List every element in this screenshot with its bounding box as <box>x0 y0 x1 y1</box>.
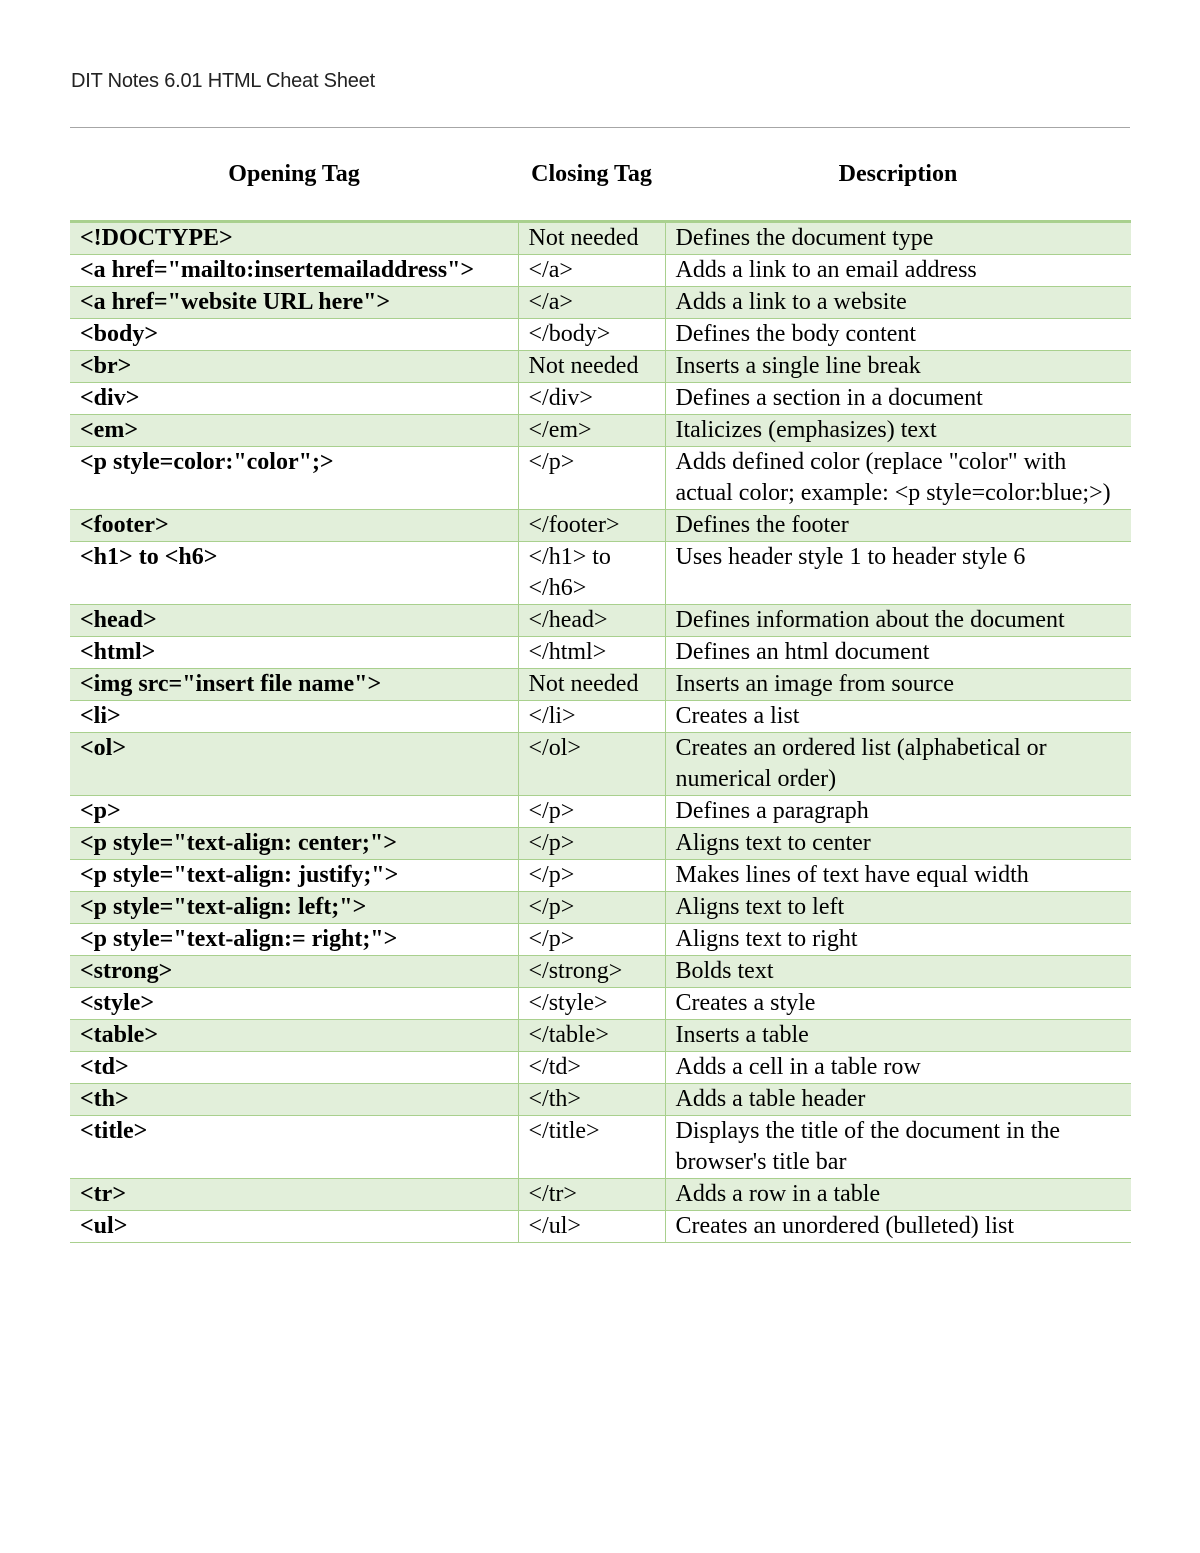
opening-tag-cell: <a href="mailto:insertemailaddress"> <box>70 255 518 287</box>
table-row <box>70 1211 1131 1243</box>
opening-tag-cell: <p style="text-align: left;"> <box>70 892 518 924</box>
closing-tag-cell: </td> <box>518 1052 665 1084</box>
description-cell: Adds a row in a table <box>665 1179 1131 1211</box>
table-row <box>70 860 1131 892</box>
opening-tag-cell: <tr> <box>70 1179 518 1211</box>
opening-tag-cell: <em> <box>70 415 518 447</box>
closing-tag-cell: </h1> to </h6> <box>518 542 665 605</box>
table-row <box>70 1179 1131 1211</box>
description-cell: Inserts a table <box>665 1020 1131 1052</box>
description-cell: Defines a paragraph <box>665 796 1131 828</box>
opening-tag-cell: <p> <box>70 796 518 828</box>
description-cell: Uses header style 1 to header style 6 <box>665 542 1131 605</box>
table-row <box>70 383 1131 415</box>
table-row <box>70 828 1131 860</box>
closing-tag-cell: </a> <box>518 287 665 319</box>
closing-tag-cell: </html> <box>518 637 665 669</box>
table-row <box>70 1116 1131 1179</box>
opening-tag-cell: <title> <box>70 1116 518 1179</box>
description-cell: Defines an html document <box>665 637 1131 669</box>
closing-tag-cell: Not needed <box>518 669 665 701</box>
description-cell: Adds a link to a website <box>665 287 1131 319</box>
table-row <box>70 605 1131 637</box>
closing-tag-cell: </th> <box>518 1084 665 1116</box>
table-header-row <box>70 158 1131 222</box>
closing-tag-cell: </p> <box>518 860 665 892</box>
description-cell: Defines the document type <box>665 222 1131 255</box>
table-row <box>70 669 1131 701</box>
description-cell: Bolds text <box>665 956 1131 988</box>
opening-tag-cell: <html> <box>70 637 518 669</box>
opening-tag-cell: <td> <box>70 1052 518 1084</box>
closing-tag-cell: </tr> <box>518 1179 665 1211</box>
closing-tag-cell: </p> <box>518 892 665 924</box>
opening-tag-cell: <th> <box>70 1084 518 1116</box>
opening-tag-cell: <head> <box>70 605 518 637</box>
table-row <box>70 255 1131 287</box>
table-row <box>70 1020 1131 1052</box>
opening-tag-cell: <body> <box>70 319 518 351</box>
opening-tag-cell: <div> <box>70 383 518 415</box>
closing-tag-cell: </p> <box>518 447 665 510</box>
closing-tag-cell: </style> <box>518 988 665 1020</box>
description-cell: Creates a list <box>665 701 1131 733</box>
closing-tag-cell: </ul> <box>518 1211 665 1243</box>
opening-tag-cell: <ul> <box>70 1211 518 1243</box>
description-cell: Italicizes (emphasizes) text <box>665 415 1131 447</box>
opening-tag-cell: <p style="text-align: justify;"> <box>70 860 518 892</box>
description-cell: Defines information about the document <box>665 605 1131 637</box>
description-cell: Creates an unordered (bulleted) list <box>665 1211 1131 1243</box>
closing-tag-cell: </body> <box>518 319 665 351</box>
description-cell: Aligns text to right <box>665 924 1131 956</box>
opening-tag-cell: <!DOCTYPE> <box>70 222 518 255</box>
closing-tag-cell: Not needed <box>518 222 665 255</box>
opening-tag-cell: <p style="text-align: center;"> <box>70 828 518 860</box>
description-cell: Adds defined color (replace "color" with actual color; example: <p style=color:blue;>) <box>665 447 1131 510</box>
opening-tag-cell: <br> <box>70 351 518 383</box>
opening-tag-cell: <h1> to <h6> <box>70 542 518 605</box>
description-cell: Inserts an image from source <box>665 669 1131 701</box>
opening-tag-cell: <li> <box>70 701 518 733</box>
table-row <box>70 287 1131 319</box>
table-row <box>70 351 1131 383</box>
description-cell: Defines the footer <box>665 510 1131 542</box>
table-row <box>70 733 1131 796</box>
closing-tag-cell: </p> <box>518 828 665 860</box>
table-row <box>70 1052 1131 1084</box>
cheat-sheet-table <box>70 158 1131 1243</box>
table-row <box>70 924 1131 956</box>
table-row <box>70 447 1131 510</box>
opening-tag-cell: <style> <box>70 988 518 1020</box>
table-row <box>70 701 1131 733</box>
column-header-closing-tag: Closing Tag <box>518 158 665 222</box>
table-row <box>70 988 1131 1020</box>
opening-tag-cell: <footer> <box>70 510 518 542</box>
opening-tag-cell: <strong> <box>70 956 518 988</box>
column-header-description: Description <box>665 158 1131 222</box>
closing-tag-cell: </footer> <box>518 510 665 542</box>
closing-tag-cell: </title> <box>518 1116 665 1179</box>
table-row <box>70 956 1131 988</box>
table-row <box>70 319 1131 351</box>
description-cell: Makes lines of text have equal width <box>665 860 1131 892</box>
closing-tag-cell: </p> <box>518 924 665 956</box>
description-cell: Aligns text to center <box>665 828 1131 860</box>
opening-tag-cell: <table> <box>70 1020 518 1052</box>
closing-tag-cell: </li> <box>518 701 665 733</box>
opening-tag-cell: <p style="text-align:= right;"> <box>70 924 518 956</box>
table-row <box>70 510 1131 542</box>
table-row <box>70 1084 1131 1116</box>
opening-tag-cell: <p style=color:"color";> <box>70 447 518 510</box>
description-cell: Adds a cell in a table row <box>665 1052 1131 1084</box>
description-cell: Displays the title of the document in the browser's title bar <box>665 1116 1131 1179</box>
table-body <box>70 222 1131 1243</box>
header-divider <box>70 127 1130 128</box>
closing-tag-cell: </strong> <box>518 956 665 988</box>
opening-tag-cell: <ol> <box>70 733 518 796</box>
opening-tag-cell: <img src="insert file name"> <box>70 669 518 701</box>
description-cell: Defines a section in a document <box>665 383 1131 415</box>
closing-tag-cell: Not needed <box>518 351 665 383</box>
closing-tag-cell: </p> <box>518 796 665 828</box>
table-row <box>70 892 1131 924</box>
closing-tag-cell: </head> <box>518 605 665 637</box>
page-header-title: DIT Notes 6.01 HTML Cheat Sheet <box>71 70 375 92</box>
table-row <box>70 415 1131 447</box>
closing-tag-cell: </div> <box>518 383 665 415</box>
description-cell: Defines the body content <box>665 319 1131 351</box>
closing-tag-cell: </ol> <box>518 733 665 796</box>
table-row <box>70 542 1131 605</box>
description-cell: Aligns text to left <box>665 892 1131 924</box>
closing-tag-cell: </table> <box>518 1020 665 1052</box>
closing-tag-cell: </em> <box>518 415 665 447</box>
table-row <box>70 637 1131 669</box>
column-header-opening-tag: Opening Tag <box>70 158 518 222</box>
opening-tag-cell: <a href="website URL here"> <box>70 287 518 319</box>
closing-tag-cell: </a> <box>518 255 665 287</box>
table-row <box>70 796 1131 828</box>
description-cell: Inserts a single line break <box>665 351 1131 383</box>
description-cell: Adds a link to an email address <box>665 255 1131 287</box>
description-cell: Creates an ordered list (alphabetical or numerical order) <box>665 733 1131 796</box>
description-cell: Creates a style <box>665 988 1131 1020</box>
description-cell: Adds a table header <box>665 1084 1131 1116</box>
table-row <box>70 222 1131 255</box>
